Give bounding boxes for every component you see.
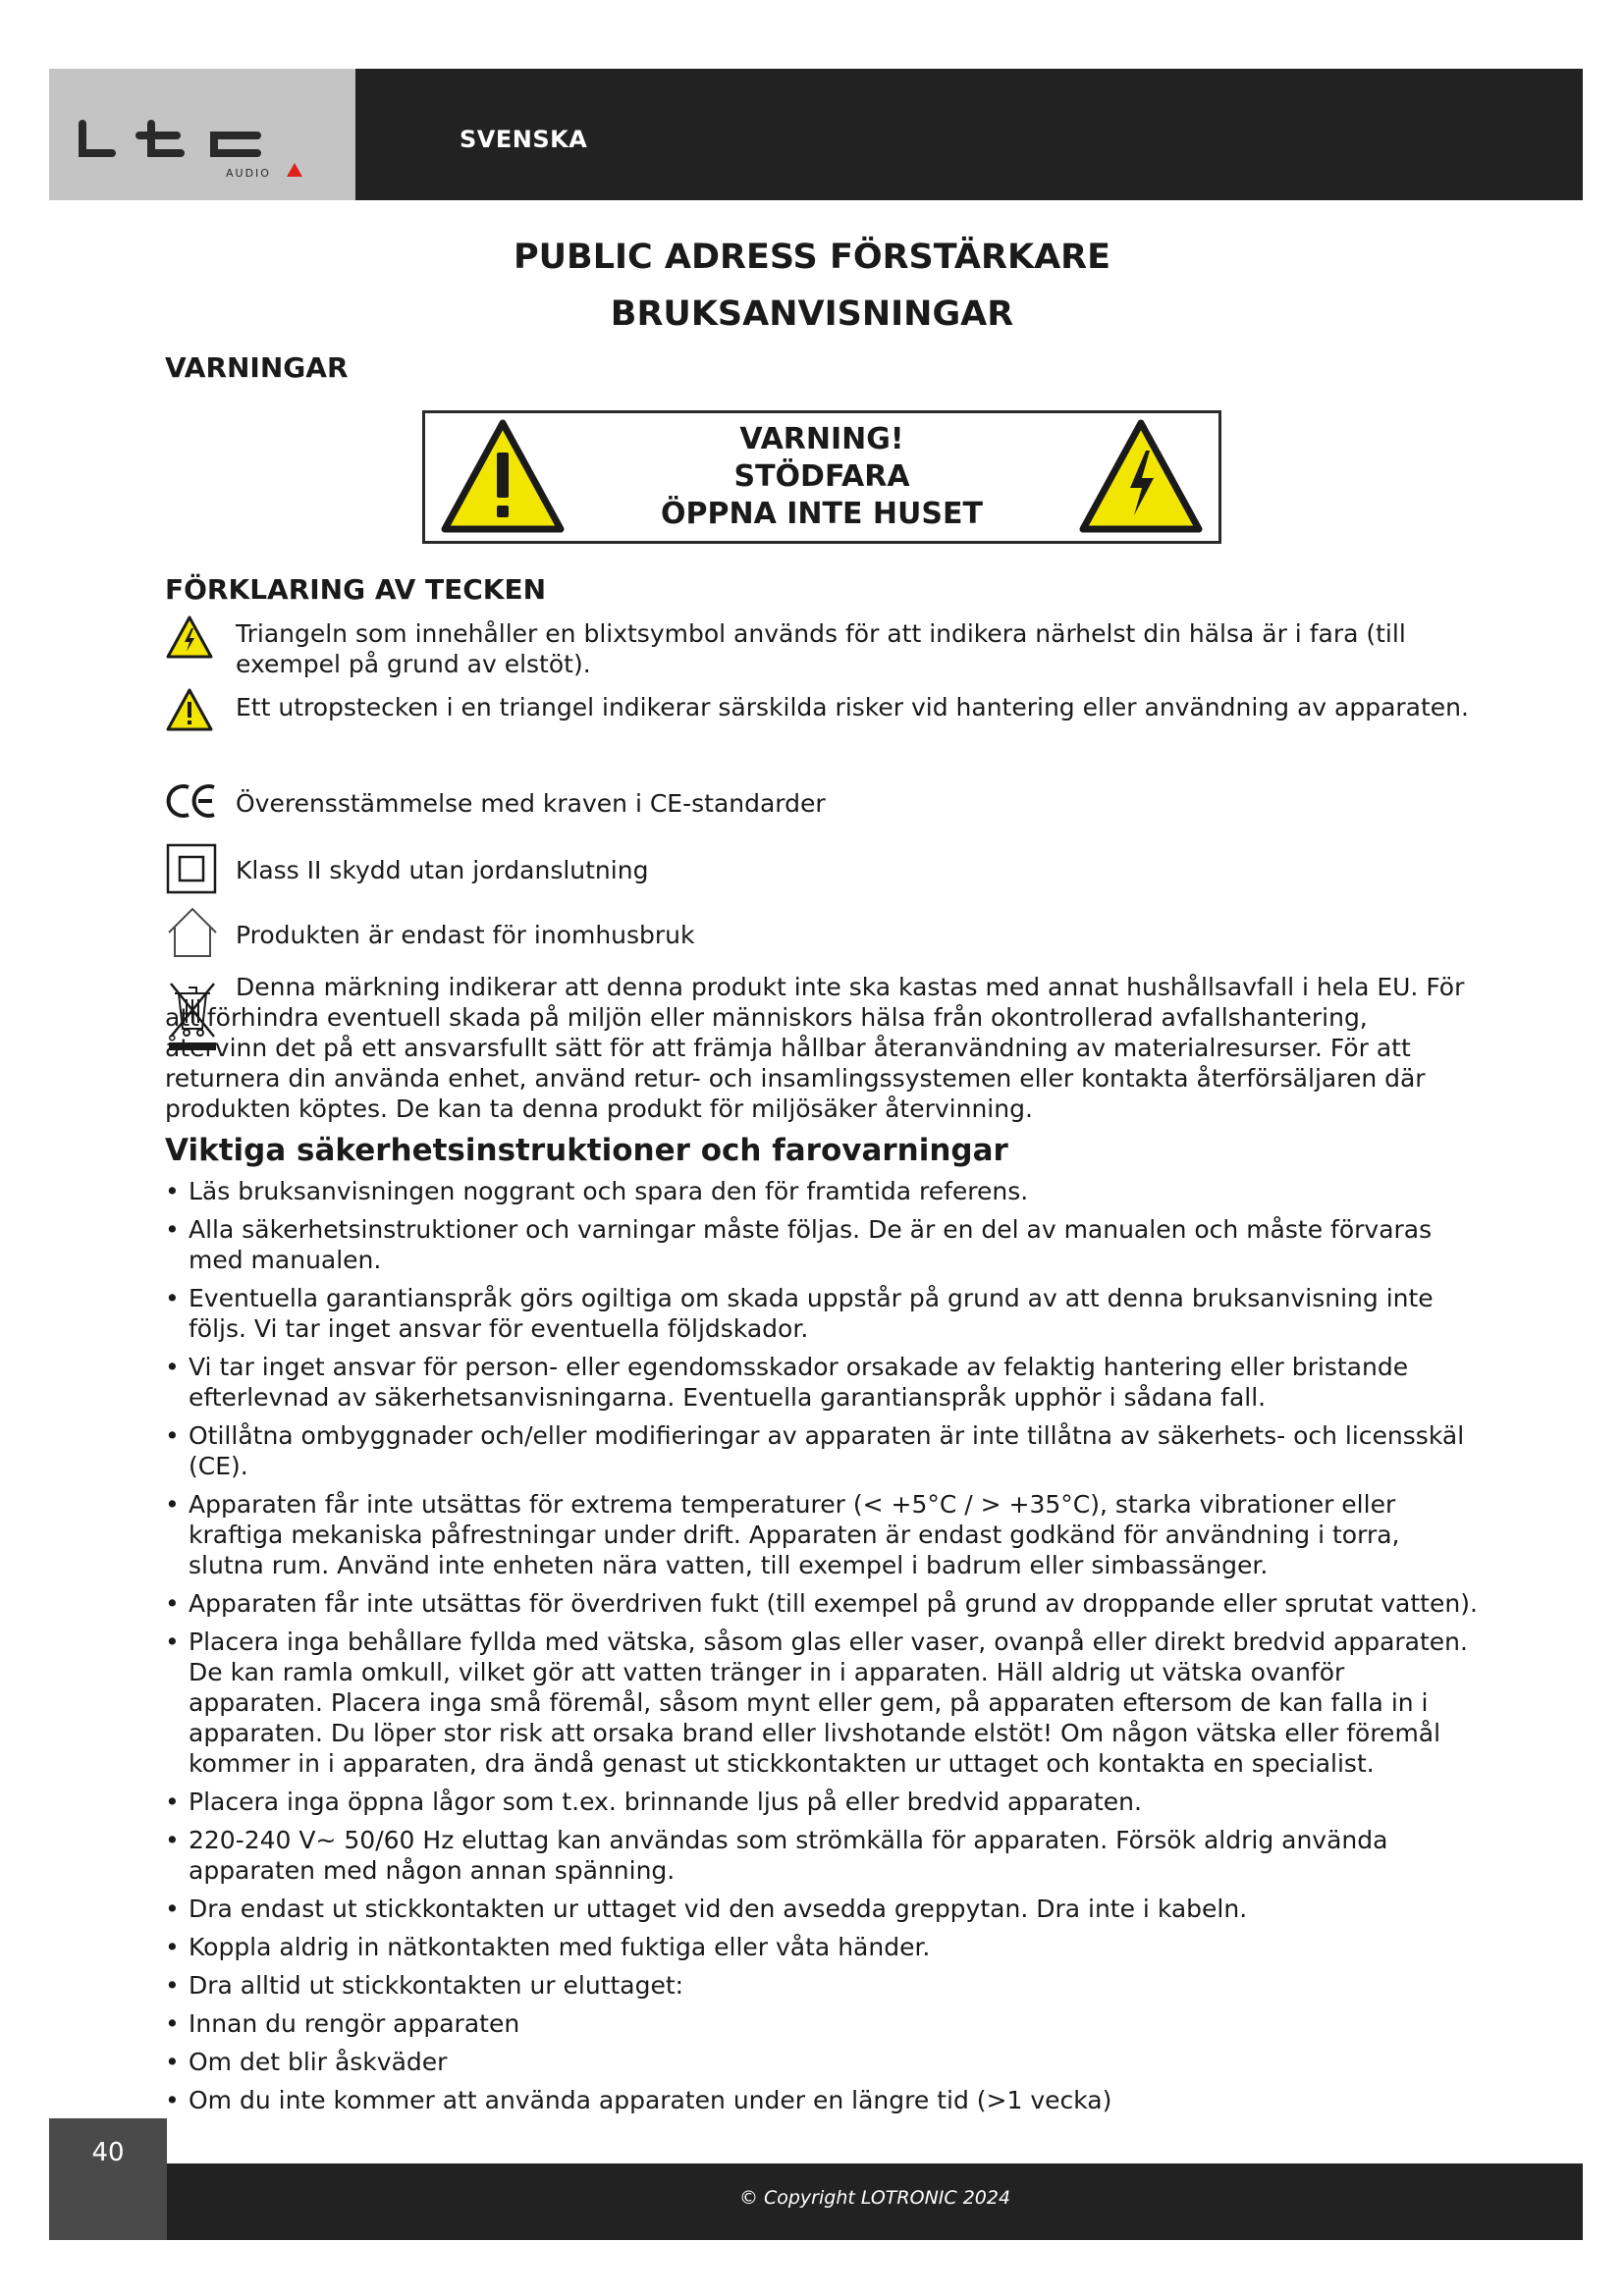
document-title: PUBLIC ADRESS FÖRSTÄRKARE [513, 238, 1111, 277]
ce-mark-icon [165, 781, 220, 821]
symbol-description: Överensstämmelse med kraven i CE-standarder [236, 789, 826, 818]
exclamation-triangle-icon [165, 687, 214, 732]
safety-item: • Eventuella garantianspråk görs ogiltiga om skada uppstår på grund av att denna bruksanvisning inte följs. Vi tar inget ansvar för eventuella följdskador. [165, 1283, 1481, 1344]
symbols-heading: FÖRKLARING AV TECKEN [165, 573, 547, 606]
safety-item: • Vi tar inget ansvar för person- eller egendomsskador orsakade av felaktig hantering eller bristande efterlevnad av säkerhetsanvisningarna. Eventuella garantianspråk upphör i sådana fall. [165, 1352, 1481, 1413]
page-number: 40 [91, 2138, 125, 2167]
document-subtitle: BRUKSANVISNINGAR [610, 294, 1014, 334]
safety-item: • Dra endast ut stickkontakten ur uttaget vid den avsedda greppytan. Dra inte i kabeln. [165, 1894, 1481, 1924]
warning-line-3: ÖPPNA INTE HUSET [661, 497, 983, 531]
symbol-description: Klass II skydd utan jordanslutning [236, 856, 649, 884]
warning-text [543, 421, 1101, 533]
symbol-description: Triangeln som innehåller en blixtsymbol används för att indikera närhelst din hälsa är i fara (till exempel på grund av elstöt). [236, 619, 1406, 678]
lightning-triangle-icon [165, 614, 214, 660]
ltc-audio-logo [79, 120, 314, 183]
page-number-box [49, 2118, 167, 2240]
safety-item: • Om du inte kommer att använda apparaten under en längre tid (>1 vecka) [165, 2085, 1481, 2115]
safety-item: • Koppla aldrig in nätkontakten med fuktiga eller våta händer. [165, 1932, 1481, 1962]
safety-heading: Viktiga säkerhetsinstruktioner och farovarningar [165, 1133, 1008, 1168]
safety-item: • Innan du rengör apparaten [165, 2008, 1481, 2039]
language-bar [355, 69, 1583, 200]
safety-list [165, 1176, 1481, 2123]
safety-item: • Om det blir åskväder [165, 2047, 1481, 2077]
symbol-description: Produkten är endast för inomhusbruk [236, 921, 695, 949]
copyright-text: © Copyright LOTRONIC 2024 [738, 2187, 1011, 2209]
safety-item: • Apparaten får inte utsättas för extrema temperaturer (< +5°C / > +35°C), starka vibrationer eller kraftiga mekaniska påfrestningar under drift. Apparaten är endast godkänd för användning i torra, slutna rum. Använd inte enheten nära vatten, till exempel i badrum eller simbassänger. [165, 1489, 1481, 1580]
warning-line-2: STÖDFARA [733, 459, 910, 494]
warning-box [422, 410, 1221, 544]
logo-box [49, 69, 355, 200]
safety-item: • Alla säkerhetsinstruktioner och varningar måste följas. De är en del av manualen och måste förvaras med manualen. [165, 1214, 1481, 1275]
weee-description: Denna märkning indikerar att denna produkt inte ska kastas med annat hushållsavfall i hela EU. För att förhindra eventuell skada på miljön eller människors hälsa från okontrollerad avfallshantering, återvinn det på ett ansvarsfullt sätt för att främja hållbar återanvändning av materialresurser. För att returnera din använda enhet, använd retur- och insamlingssystemen eller kontakta återförsäljaren där produkten köptes. De kan ta denna produkt för miljösäker återvinning. [165, 973, 1465, 1123]
language-label: SVENSKA [460, 126, 588, 153]
page-header [49, 69, 1583, 200]
lightning-triangle-icon [1077, 417, 1205, 537]
safety-item: • Placera inga öppna lågor som t.ex. brinnande ljus på eller bredvid apparaten. [165, 1787, 1481, 1817]
safety-item: • 220-240 V~ 50/60 Hz eluttag kan användas som strömkälla för apparaten. Försök aldrig använda apparaten med någon annan spänning. [165, 1825, 1481, 1886]
footer-bar [167, 2163, 1583, 2240]
safety-item: • Läs bruksanvisningen noggrant och spara den för framtida referens. [165, 1176, 1481, 1206]
safety-item: • Otillåtna ombyggnader och/eller modifieringar av apparaten är inte tillåtna av säkerhets- och licensskäl (CE). [165, 1420, 1481, 1481]
symbol-description: Ett utropstecken i en triangel indikerar särskilda risker vid hantering eller användning av apparaten. [236, 693, 1469, 721]
safety-item: • Placera inga behållare fyllda med vätska, såsom glas eller vaser, ovanpå eller direkt bredvid apparaten. De kan ramla omkull, vilket gör att vatten tränger in i apparaten. Häll aldrig ut vätska ovanför apparaten. Placera inga små föremål, såsom mynt eller gem, på apparaten eftersom de kan falla in i apparaten. Du löper stor risk att orsaka brand eller livshotande elstöt! Om någon vätska eller föremål kommer in i apparaten, dra ändå genast ut stickkontakten ur uttaget och kontakta en specialist. [165, 1627, 1481, 1779]
warnings-heading: VARNINGAR [165, 351, 349, 384]
logo-sub-text: AUDIO [226, 167, 271, 180]
safety-item: • Dra alltid ut stickkontakten ur eluttaget: [165, 1970, 1481, 2001]
safety-item: • Apparaten får inte utsättas för överdriven fukt (till exempel på grund av droppande eller sprutat vatten). [165, 1588, 1481, 1619]
house-icon [165, 905, 220, 960]
class-ii-icon [165, 842, 218, 895]
warning-line-1: VARNING! [739, 422, 904, 456]
